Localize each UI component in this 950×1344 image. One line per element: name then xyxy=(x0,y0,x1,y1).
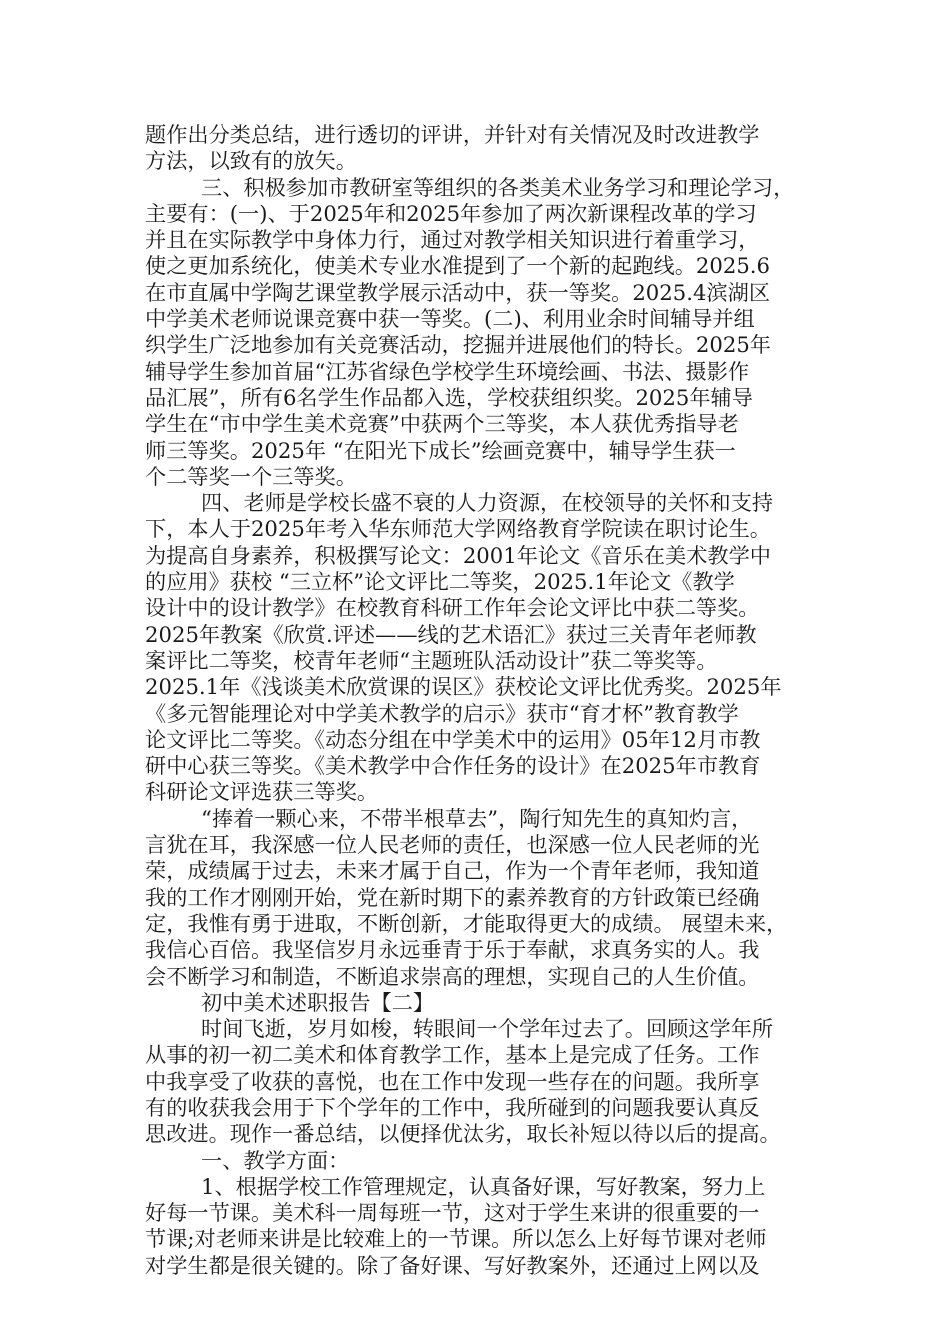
text-line: 的应用》获校 “三立杯”论文评比二等奖，2025.1年论文《教学 xyxy=(145,569,735,595)
text-line: 使之更加系统化，使美术专业水准提到了一个新的起跑线。2025.6 xyxy=(145,253,771,279)
text-line: 研中心获三等奖。《美术教学中合作任务的设计》在2025年市教育 xyxy=(145,753,761,779)
text-line: 对学生都是很关键的。除了备好课、写好教案外，还通过上网以及 xyxy=(145,1252,760,1278)
text-line: 会不断学习和制造，不断追求崇高的理想，实现自己的人生价值。 xyxy=(145,963,760,989)
text-line: 中学美术老师说课竞赛中获一等奖。(二)、利用业余时间辅导并组 xyxy=(145,306,755,332)
text-line: 品汇展”，所有6名学生作品都入选，学校获组织奖。2025年辅导 xyxy=(145,384,753,410)
text-line: 节课;对老师来讲是比较难上的一节课。所以怎么上好每节课对老师 xyxy=(145,1226,767,1252)
text-line: 言犹在耳，我深感一位人民老师的责任，也深感一位人民老师的光 xyxy=(145,832,760,858)
text-line: 学生在“市中学生美术竞赛”中获两个三等奖，本人获优秀指导老 xyxy=(145,411,739,437)
text-line: 《多元智能理论对中学美术教学的启示》获市“育才杯”教育教学 xyxy=(145,700,739,726)
text-line: 初中美术述职报告【二】 xyxy=(201,989,435,1015)
text-line: 四、老师是学校长盛不衰的人力资源，在校领导的关怀和支持 xyxy=(201,490,774,516)
text-line: 2025.1年《浅谈美术欣赏课的误区》获校论文评比优秀奖。2025年 xyxy=(145,674,782,700)
text-line: 设计中的设计教学》在校教育科研工作年会论文评比中获二等奖。 xyxy=(145,595,760,621)
document-body xyxy=(145,122,825,1279)
text-line: 题作出分类总结，进行透切的评讲，并针对有关情况及时改进教学 xyxy=(145,122,760,147)
text-line: 时间飞逝，岁月如梭，转眼间一个学年过去了。回顾这学年所 xyxy=(201,1016,774,1042)
text-line: 下，本人于2025年考入华东师范大学网络教育学院读在职讨论生。 xyxy=(145,516,771,542)
text-line: 中我享受了收获的喜悦，也在工作中发现一些存在的问题。我所享 xyxy=(145,1068,760,1094)
text-line: 好每一节课。美术科一周每班一节，这对于学生来讲的很重要的一 xyxy=(145,1200,760,1226)
text-line: 我的工作才刚刚开始，党在新时期下的素养教育的方针政策已经确 xyxy=(145,884,760,910)
text-line: 一、教学方面： xyxy=(201,1147,350,1173)
text-line: 案评比二等奖，校青年老师“主题班队活动设计”获二等奖等。 xyxy=(145,647,718,673)
text-line: 有的收获我会用于下个学年的工作中，我所碰到的问题我要认真反 xyxy=(145,1094,760,1120)
text-line: 论文评比二等奖。《动态分组在中学美术中的运用》05年12月市教 xyxy=(145,726,761,752)
text-line: 荣，成绩属于过去，未来才属于自己，作为一个青年老师，我知道 xyxy=(145,858,760,884)
text-line: 从事的初一初二美术和体育教学工作，基本上是完成了任务。工作 xyxy=(145,1042,760,1068)
text-line: 方法，以致有的放矢。 xyxy=(145,148,357,174)
text-line: “捧着一颗心来，不带半根草去”，陶行知先生的真知灼言， xyxy=(201,805,753,831)
text-line: 思改进。现作一番总结，以便择优汰劣，取长补短以待以后的提高。 xyxy=(145,1121,781,1147)
text-line: 2025年教案《欣赏.评述——线的艺术语汇》获过三关青年老师教 xyxy=(145,621,757,647)
text-line: 三、积极参加市教研室等组织的各类美术业务学习和理论学习， xyxy=(201,174,795,200)
text-line: 为提高自身素养，积极撰写论文：2001年论文《音乐在美术教学中 xyxy=(145,542,771,568)
text-line: 定，我惟有勇于进取，不断创新，才能取得更大的成绩。 展望未来， xyxy=(145,910,788,936)
text-line: 个二等奖一个三等奖。 xyxy=(145,463,357,489)
text-line: 并且在实际教学中身体力行，通过对教学相关知识进行着重学习， xyxy=(145,227,760,253)
text-line: 主要有：(一)、于2025年和2025年参加了两次新课程改革的学习 xyxy=(145,200,757,226)
text-line: 科研论文评选获三等奖。 xyxy=(145,779,379,805)
text-line: 在市直属中学陶艺课堂教学展示活动中，获一等奖。2025.4滨湖区 xyxy=(145,279,771,305)
text-line: 1、根据学校工作管理规定，认真备好课，写好教案，努力上 xyxy=(201,1173,766,1199)
text-line: 我信心百倍。我坚信岁月永远垂青于乐于奉献，求真务实的人。我 xyxy=(145,937,760,963)
text-line: 师三等奖。2025年 “在阳光下成长”绘画竞赛中，辅导学生获一 xyxy=(145,437,736,463)
text-line: 织学生广泛地参加有关竞赛活动，挖掘并进展他们的特长。2025年 xyxy=(145,332,771,358)
text-line: 辅导学生参加首届“江苏省绿色学校学生环境绘画、书法、摄影作 xyxy=(145,358,750,384)
